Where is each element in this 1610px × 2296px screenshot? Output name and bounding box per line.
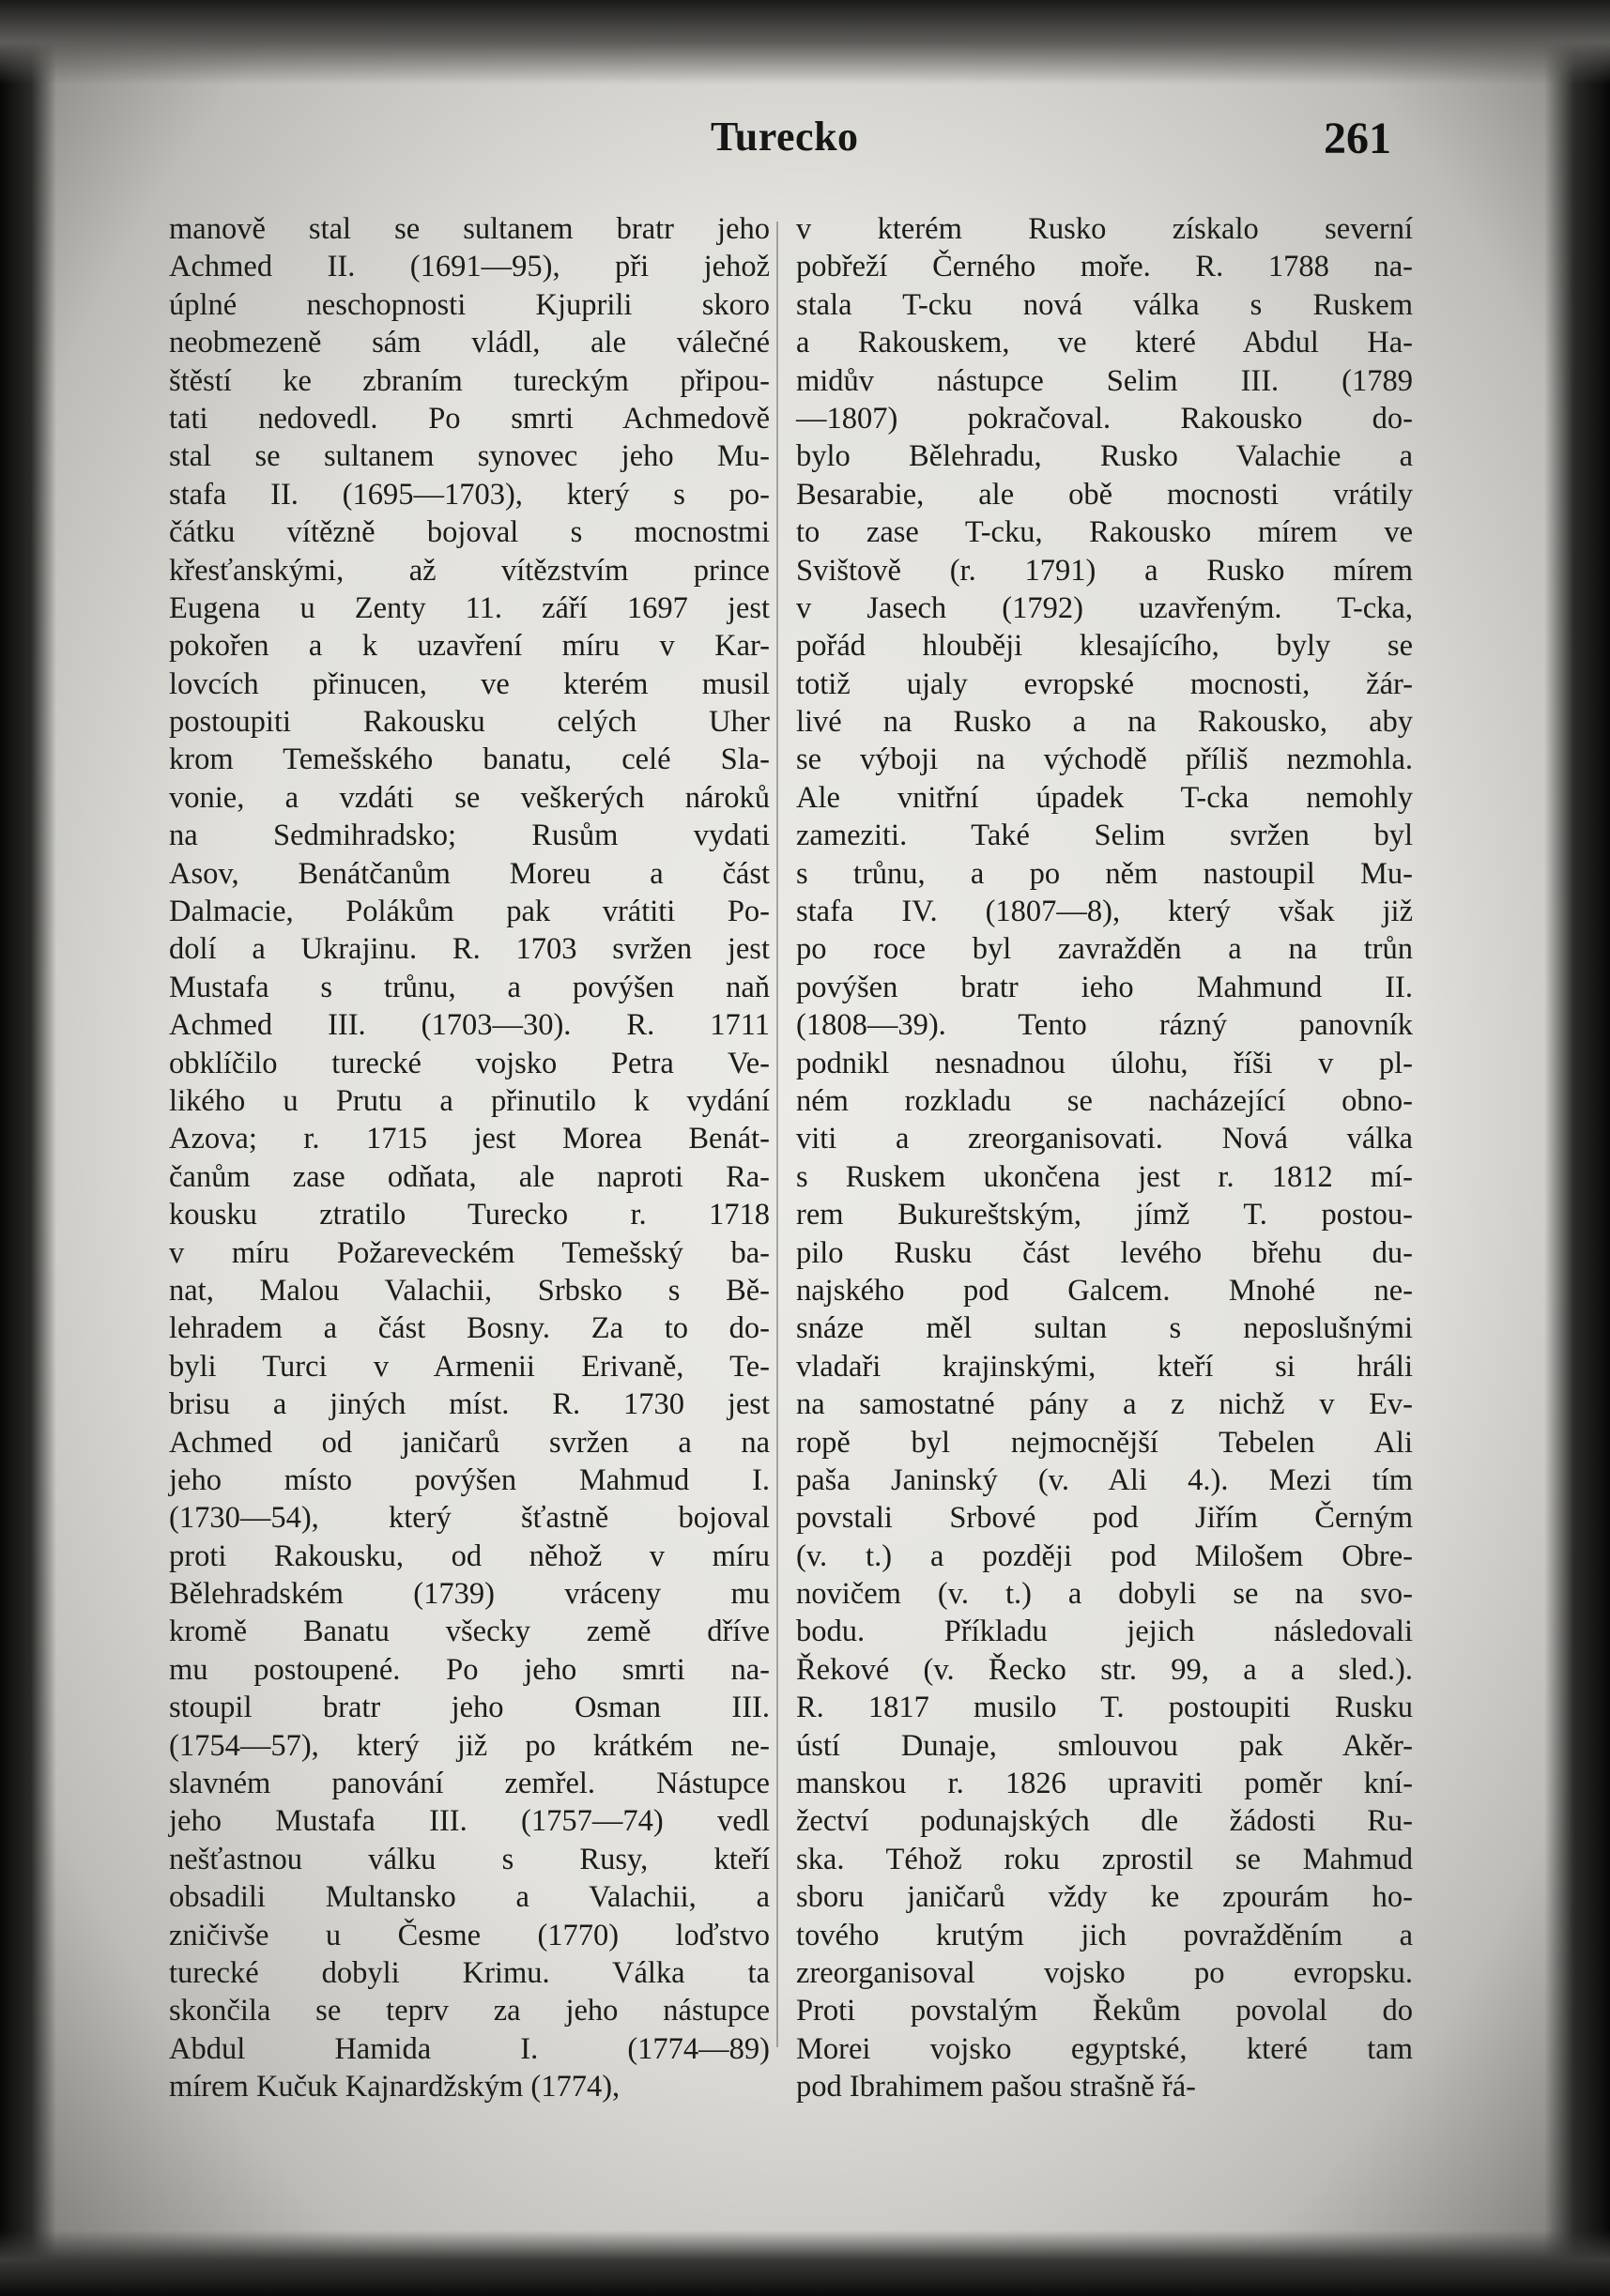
text-line: jeho Mustafa III. (1757—74) vedl <box>169 1804 770 1839</box>
text-line: se výboji na východě příliš nezmohla. <box>796 742 1413 777</box>
text-line: Mustafa s trůnu, a povýšen naň <box>169 970 770 1004</box>
text-line: to zase T-cku, Rakousko mírem ve <box>796 515 1413 550</box>
text-line: obklíčilo turecké vojsko Petra Ve- <box>169 1046 770 1080</box>
text-line: povýšen bratr ieho Mahmund II. <box>796 970 1413 1004</box>
text-line: stoupil bratr jeho Osman III. <box>169 1691 770 1725</box>
text-line: a Rakouskem, ve které Abdul Ha- <box>796 326 1413 360</box>
text-line: lehradem a část Bosny. Za to do- <box>169 1311 770 1346</box>
text-line: zničivše u Česme (1770) loďstvo <box>169 1918 770 1952</box>
text-line: proti Rakousku, od něhož v míru <box>169 1538 770 1573</box>
text-line: neobmezeně sám vládl, ale válečné <box>169 326 770 360</box>
text-line: Achmed od janičarů svržen a na <box>169 1425 770 1460</box>
text-line: lovcích přinucen, ve kterém musil <box>169 666 770 701</box>
text-line: na Sedmihradsko; Rusům vydati <box>169 819 770 853</box>
text-line: čátku vítězně bojoval s mocnostmi <box>169 515 770 550</box>
text-line: dolí a Ukrajinu. R. 1703 svržen jest <box>169 932 770 967</box>
scan-shadow-bottom <box>0 2230 1610 2296</box>
text-line: Azova; r. 1715 jest Morea Benát- <box>169 1122 770 1156</box>
text-line: ska. Téhož roku zprostil se Mahmud <box>796 1842 1413 1876</box>
text-line: jeho místo povýšen Mahmud I. <box>169 1462 770 1497</box>
text-line: sboru janičarů vždy ke zpourám ho- <box>796 1880 1413 1915</box>
text-line: zameziti. Také Selim svržen byl <box>796 819 1413 853</box>
text-line: pobřeží Černého moře. R. 1788 na- <box>796 250 1413 284</box>
running-header-title: Turecko <box>711 114 859 160</box>
text-line: Svištově (r. 1791) a Rusko mírem <box>796 553 1413 588</box>
text-line: paša Janinský (v. Ali 4.). Mezi tím <box>796 1462 1413 1497</box>
text-line: ropě byl nejmocnější Tebelen Ali <box>796 1425 1413 1460</box>
text-line: Ale vnitřní úpadek T-cka nemohly <box>796 780 1413 815</box>
text-line: Achmed II. (1691—95), při jehož <box>169 250 770 284</box>
text-line: štěstí ke zbraním tureckým připou- <box>169 363 770 398</box>
text-line: žectví podunajských dle žádosti Ru- <box>796 1804 1413 1839</box>
text-line: rem Bukureštským, jímž T. postou- <box>796 1198 1413 1232</box>
text-line: Morei vojsko egyptské, které tam <box>796 2031 1413 2066</box>
text-line: vonie, a vzdáti se veškerých nároků <box>169 780 770 815</box>
text-line: (1730—54), který šťastně bojoval <box>169 1501 770 1536</box>
text-line: totiž ujaly evropské mocnosti, žár- <box>796 666 1413 701</box>
text-line: brisu a jiných míst. R. 1730 jest <box>169 1387 770 1422</box>
page-number: 261 <box>1324 114 1391 163</box>
right-text-column <box>796 210 1413 2106</box>
text-line: mírem Kučuk Kajnardžským (1774), <box>169 2070 621 2105</box>
text-line: nat, Malou Valachii, Srbsko s Bě- <box>169 1273 770 1308</box>
column-divider <box>776 222 778 2047</box>
text-line: po roce byl zavražděn a na trůn <box>796 932 1413 967</box>
text-line: ném rozkladu se nacházející obno- <box>796 1083 1413 1118</box>
text-line: pod Ibrahimem pašou strašně řá- <box>796 2070 1196 2105</box>
text-line: čanům zase odňata, ale naproti Ra- <box>169 1159 770 1194</box>
text-line: tati nedovedl. Po smrti Achmedově <box>169 401 770 436</box>
text-line: byli Turci v Armenii Erivaně, Te- <box>169 1349 770 1384</box>
text-line: stal se sultanem synovec jeho Mu- <box>169 439 770 474</box>
text-line: Abdul Hamida I. (1774—89) <box>169 2031 770 2066</box>
text-line: v Jasech (1792) uzavřeným. T-cka, <box>796 590 1413 625</box>
text-line: —1807) pokračoval. Rakousko do- <box>796 401 1413 436</box>
text-line: povstali Srbové pod Jiřím Černým <box>796 1501 1413 1536</box>
scan-shadow-left <box>0 0 56 2296</box>
text-line: Eugena u Zenty 11. září 1697 jest <box>169 590 770 625</box>
text-line: v míru Požareveckém Temešský ba- <box>169 1235 770 1270</box>
text-line: obsadili Multansko a Valachii, a <box>169 1880 770 1915</box>
text-line: na samostatné pány a z nichž v Ev- <box>796 1387 1413 1422</box>
text-line: Asov, Benátčanům Moreu a část <box>169 856 770 891</box>
text-line: nešťastnou válku s Rusy, kteří <box>169 1842 770 1876</box>
text-line: (v. t.) a později pod Milošem Obre- <box>796 1538 1413 1573</box>
left-text-column <box>169 210 770 2106</box>
text-line: úplné neschopnosti Kjuprili skoro <box>169 287 770 322</box>
text-line: manově stal se sultanem bratr jeho <box>169 212 770 246</box>
text-line: snáze měl sultan s neposlušnými <box>796 1311 1413 1346</box>
text-line: zreorganisoval vojsko po evropsku. <box>796 1955 1413 1990</box>
scan-shadow-top <box>0 0 1610 84</box>
text-line: Besarabie, ale obě mocnosti vrátily <box>796 477 1413 512</box>
text-line: vladaři krajinskými, kteří si hráli <box>796 1349 1413 1384</box>
text-line: (1808—39). Tento rázný panovník <box>796 1008 1413 1043</box>
text-line: ústí Dunaje, smlouvou pak Akěr- <box>796 1728 1413 1763</box>
text-line: stafa II. (1695—1703), který s po- <box>169 477 770 512</box>
text-line: Bělehradském (1739) vráceny mu <box>169 1577 770 1612</box>
text-line: likého u Prutu a přinutilo k vydání <box>169 1083 770 1118</box>
text-line: pokořen a k uzavření míru v Kar- <box>169 629 770 664</box>
text-line: stala T-cku nová válka s Ruskem <box>796 287 1413 322</box>
text-line: novičem (v. t.) a dobyli se na svo- <box>796 1577 1413 1612</box>
text-line: krom Temešského banatu, celé Sla- <box>169 742 770 777</box>
text-line: R. 1817 musilo T. postoupiti Rusku <box>796 1691 1413 1725</box>
scan-shadow-right <box>1544 0 1610 2296</box>
text-line: viti a zreorganisovati. Nová válka <box>796 1122 1413 1156</box>
text-line: najského pod Galcem. Mnohé ne- <box>796 1273 1413 1308</box>
text-line: midův nástupce Selim III. (1789 <box>796 363 1413 398</box>
text-line: kromě Banatu všecky země dříve <box>169 1615 770 1649</box>
text-line: (1754—57), který již po krátkém ne- <box>169 1728 770 1763</box>
text-line: Řekové (v. Řecko str. 99, a a sled.). <box>796 1652 1413 1687</box>
text-line: v kterém Rusko získalo severní <box>796 212 1413 246</box>
text-line: stafa IV. (1807—8), který však již <box>796 895 1413 929</box>
text-line: křesťanskými, až vítězstvím prince <box>169 553 770 588</box>
text-line: livé na Rusko a na Rakousko, aby <box>796 705 1413 740</box>
text-line: pilo Rusku část levého břehu du- <box>796 1235 1413 1270</box>
text-line: pořád hlouběji klesajícího, byly se <box>796 629 1413 664</box>
text-line: bodu. Příkladu jejich následovali <box>796 1615 1413 1649</box>
text-line: bylo Bělehradu, Rusko Valachie a <box>796 439 1413 474</box>
text-line: manskou r. 1826 upraviti poměr kní- <box>796 1767 1413 1801</box>
text-line: Proti povstalým Řekům povolal do <box>796 1994 1413 2028</box>
text-line: tového krutým jich povražděním a <box>796 1918 1413 1952</box>
text-line: postoupiti Rakousku celých Uher <box>169 705 770 740</box>
text-line: mu postoupené. Po jeho smrti na- <box>169 1652 770 1687</box>
text-line: Dalmacie, Polákům pak vrátiti Po- <box>169 895 770 929</box>
text-line: skončila se teprv za jeho nástupce <box>169 1994 770 2028</box>
text-line: slavném panování zemřel. Nástupce <box>169 1767 770 1801</box>
text-line: kousku ztratilo Turecko r. 1718 <box>169 1198 770 1232</box>
text-line: Achmed III. (1703—30). R. 1711 <box>169 1008 770 1043</box>
text-line: turecké dobyli Krimu. Válka ta <box>169 1955 770 1990</box>
text-line: s trůnu, a po něm nastoupil Mu- <box>796 856 1413 891</box>
text-line: s Ruskem ukončena jest r. 1812 mí- <box>796 1159 1413 1194</box>
text-line: podnikl nesnadnou úlohu, říši v pl- <box>796 1046 1413 1080</box>
